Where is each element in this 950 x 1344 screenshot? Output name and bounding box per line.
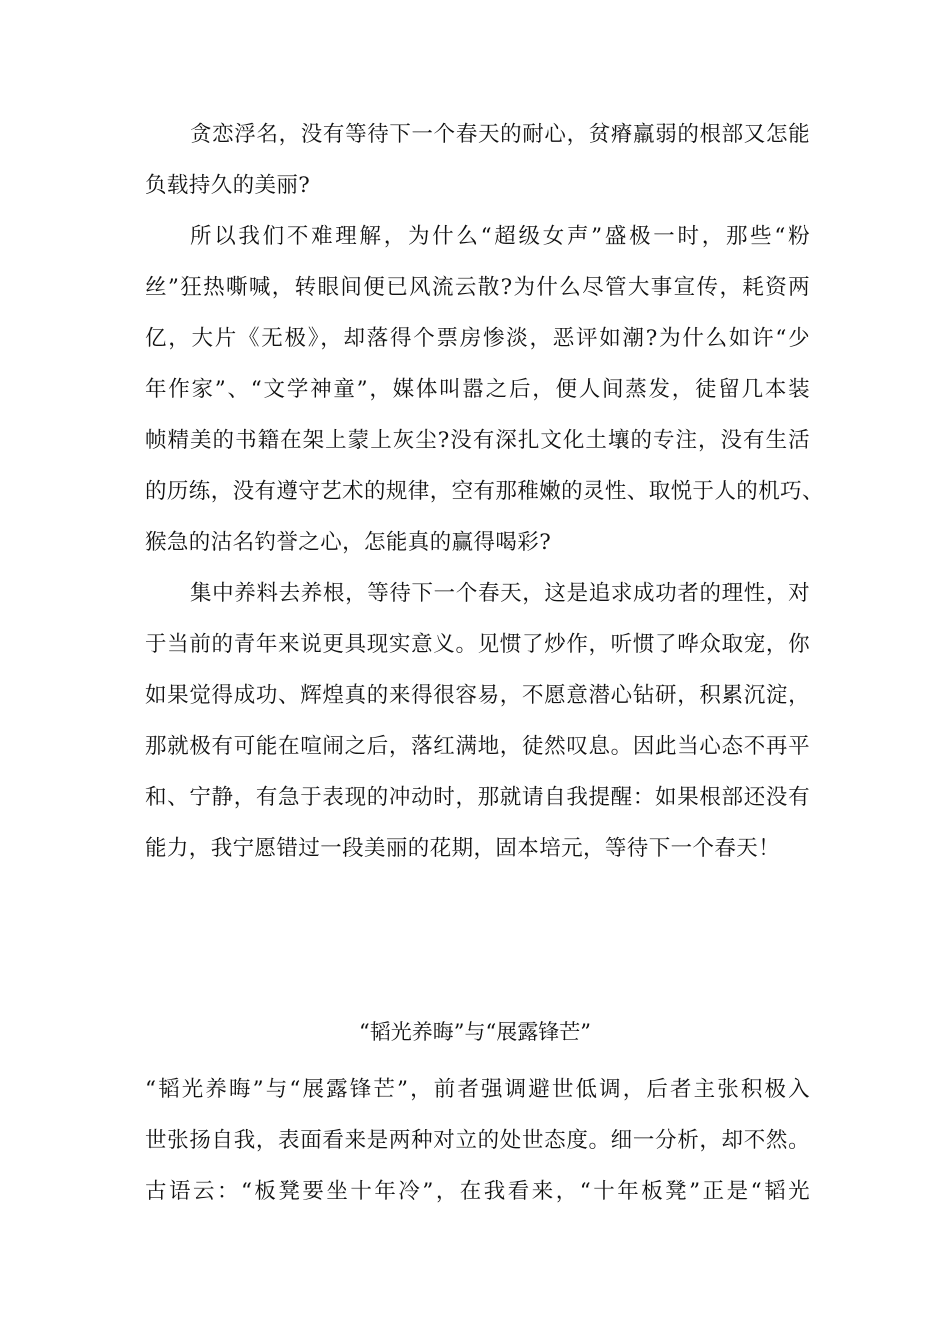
section-title: “韬光养晦”与“展露锋芒” — [359, 1020, 591, 1044]
paragraph-2-line-3: 亿，大片《无极》，却落得个票房惨淡，恶评如潮?为什么如许“少 — [145, 326, 810, 351]
paragraph-4-line-2: 世张扬自我，表面看来是两种对立的处世态度。细一分析，却不然。 — [145, 1128, 810, 1153]
paragraph-3-line-6: 能力，我宁愿错过一段美丽的花期，固本培元，等待下一个春天！ — [145, 836, 781, 861]
paragraph-2-line-4: 年作家”、“文学神童”，媒体叫嚣之后，便人间蒸发，徒留几本装 — [145, 377, 810, 402]
paragraph-3-line-1: 集中养料去养根，等待下一个春天，这是追求成功者的理性，对 — [190, 581, 810, 606]
paragraph-4-line-1: “韬光养晦”与“展露锋芒”，前者强调避世低调，后者主张积极入 — [145, 1077, 810, 1102]
paragraph-3-line-2: 于当前的青年来说更具现实意义。见惯了炒作，听惯了哗众取宠，你 — [145, 632, 810, 657]
paragraph-1-line-1: 贪恋浮名，没有等待下一个春天的耐心，贫瘠羸弱的根部又怎能 — [190, 122, 810, 147]
paragraph-4-line-3: 古语云：“板凳要坐十年冷”，在我看来，“十年板凳”正是“韬光 — [145, 1179, 810, 1204]
paragraph-3-line-4: 那就极有可能在喧闹之后，落红满地，徒然叹息。因此当心态不再平 — [145, 734, 810, 759]
paragraph-2-line-7: 猴急的沽名钓誉之心，怎能真的赢得喝彩? — [145, 530, 552, 555]
paragraph-2-line-1: 所以我们不难理解，为什么“超级女声”盛极一时，那些“粉 — [190, 224, 810, 249]
paragraph-2-line-5: 帧精美的书籍在架上蒙上灰尘?没有深扎文化土壤的专注，没有生活 — [145, 428, 810, 453]
paragraph-1-line-2: 负载持久的美丽? — [145, 173, 311, 198]
paragraph-3-line-5: 和、宁静，有急于表现的冲动时，那就请自我提醒：如果根部还没有 — [145, 785, 810, 810]
paragraph-3-line-3: 如果觉得成功、辉煌真的来得很容易，不愿意潜心钻研，积累沉淀， — [145, 683, 810, 708]
paragraph-2-line-2: 丝”狂热嘶喊，转眼间便已风流云散?为什么尽管大事宣传，耗资两 — [145, 275, 810, 300]
paragraph-2-line-6: 的历练，没有遵守艺术的规律，空有那稚嫩的灵性、取悦于人的机巧、 — [145, 479, 824, 504]
